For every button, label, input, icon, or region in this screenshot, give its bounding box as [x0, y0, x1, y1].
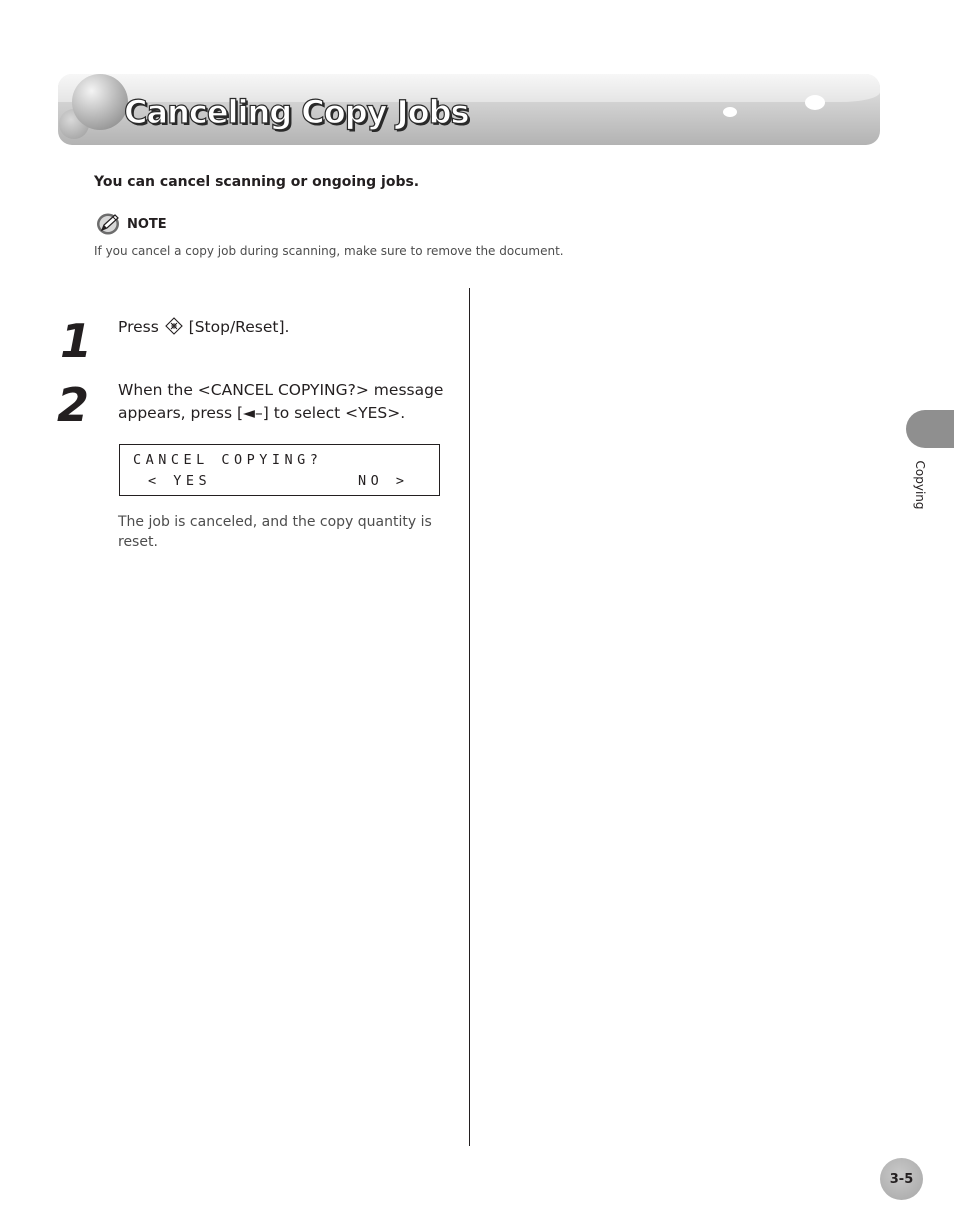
- banner-orb-large: [72, 74, 128, 130]
- page-number-badge: [880, 1158, 923, 1200]
- step-text-after: [Stop/Reset].: [188, 318, 290, 336]
- lcd-option-yes: < YES: [148, 473, 212, 489]
- lcd-display: [119, 444, 440, 496]
- step-number: 2: [57, 378, 88, 432]
- lcd-option-no: NO >: [358, 473, 409, 489]
- column-divider: [469, 288, 470, 1146]
- note-label: NOTE: [127, 217, 167, 232]
- page-title: Canceling Copy Jobs: [124, 93, 469, 131]
- banner-dot: [723, 107, 737, 117]
- step-text-before: Press: [118, 318, 159, 336]
- note-text: If you cancel a copy job during scanning, make sure to remove the document.: [94, 244, 564, 258]
- stop-reset-icon: [164, 317, 184, 335]
- chapter-label: Copying: [913, 460, 927, 510]
- result-text: The job is canceled, and the copy quantity is reset.: [118, 514, 432, 550]
- intro-text: You can cancel scanning or ongoing jobs.: [94, 174, 420, 190]
- step-instruction: When the <CANCEL COPYING?> message appears, press [◄–] to select <YES>.: [118, 381, 444, 422]
- page-number: 3-5: [889, 1171, 914, 1187]
- step-instruction: [118, 316, 458, 339]
- banner-dot: [805, 95, 825, 110]
- pencil-note-icon: [96, 212, 122, 236]
- lcd-line-1: CANCEL COPYING?: [133, 452, 323, 468]
- step-number: 1: [60, 314, 91, 368]
